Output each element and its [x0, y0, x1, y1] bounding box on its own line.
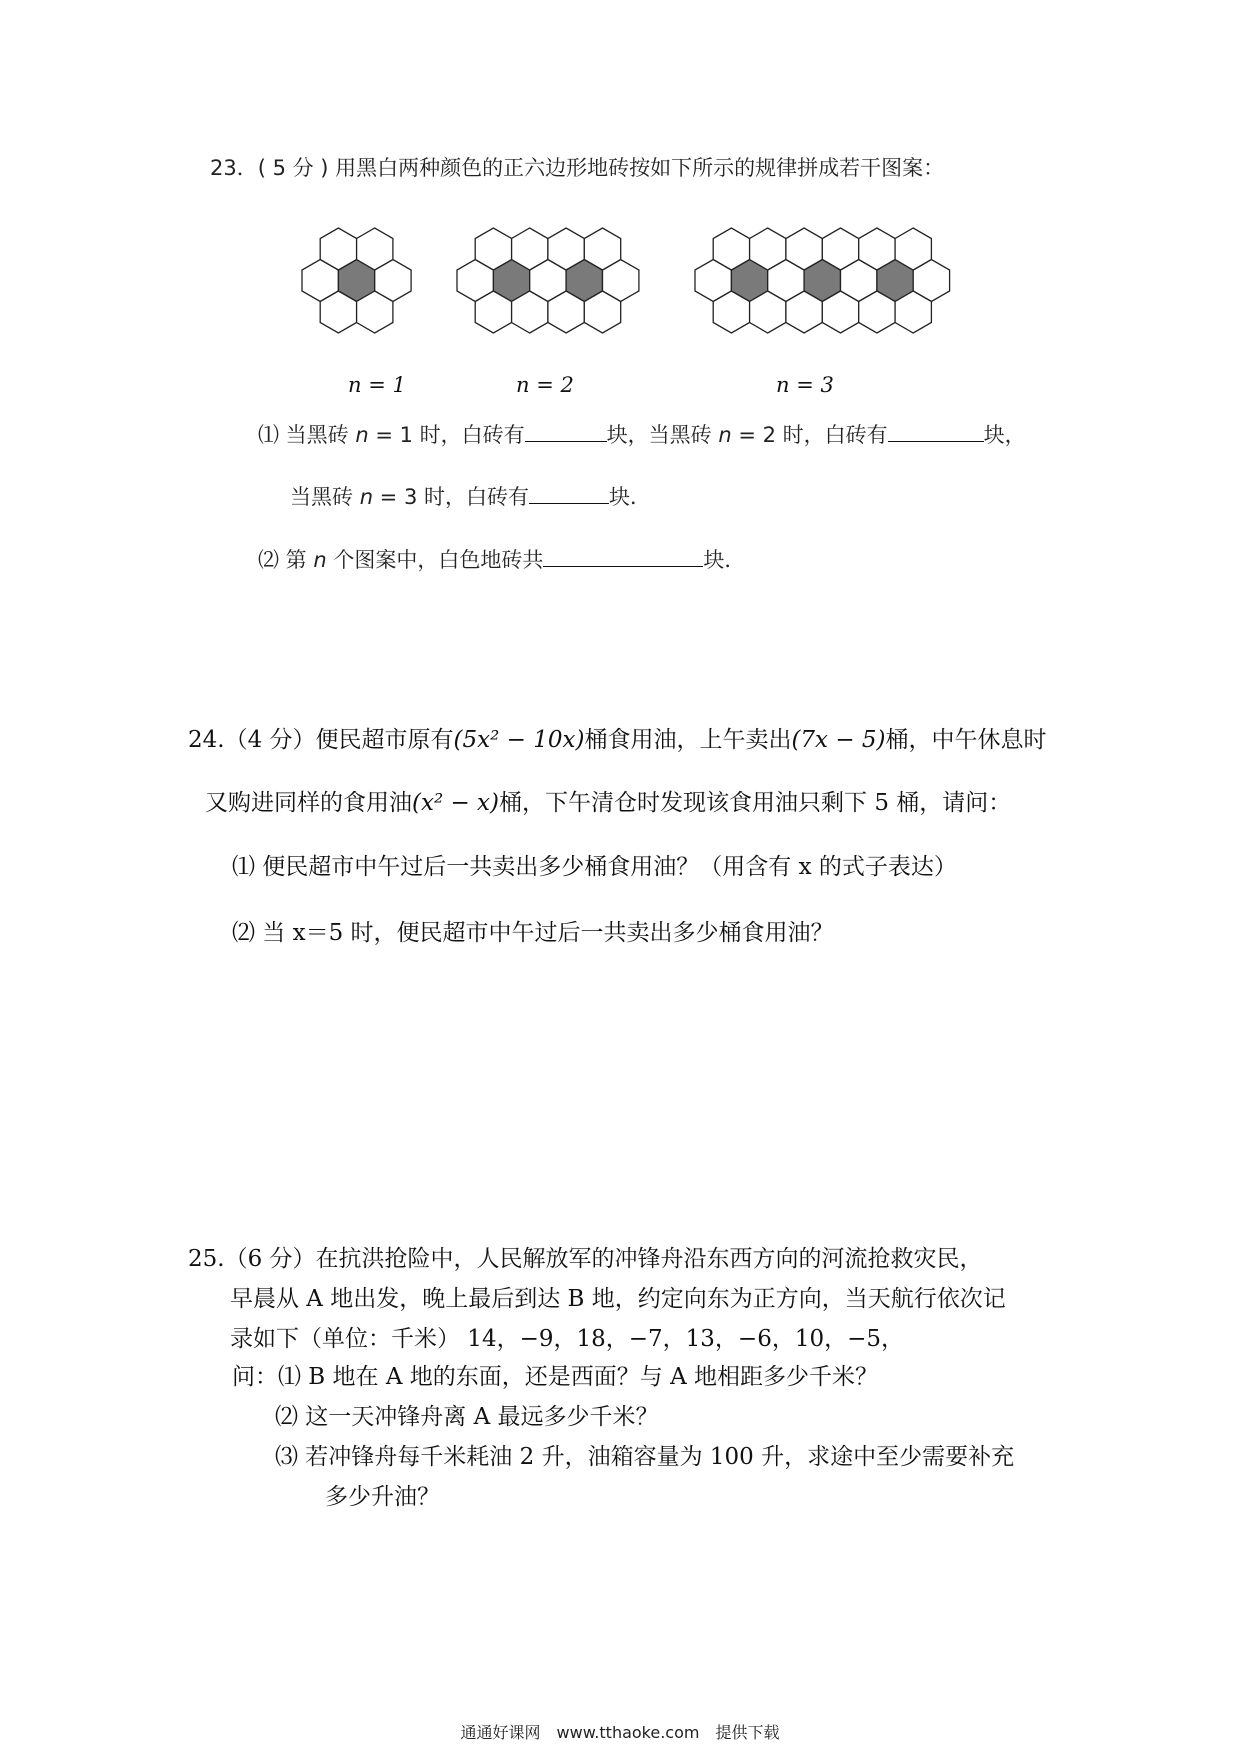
q24-line1: [188, 725, 1047, 755]
q25-question3-line2: 多少升油？: [325, 1484, 440, 1510]
caption-n1: n = 1: [348, 373, 406, 397]
answer-blank-n3[interactable]: [529, 483, 609, 504]
hex-pattern-n1: [300, 226, 450, 344]
q23-p1b-end: 块．: [608, 485, 651, 509]
q23-part2: [258, 545, 745, 575]
q23-p1b-prefix: 当黑砖: [290, 485, 360, 509]
var-n: n: [718, 423, 732, 447]
q23-part1-line1: [258, 420, 1026, 450]
q23-p1a-end: 块，: [983, 423, 1026, 447]
q25-question3-line1: ⑶ 若冲锋舟每千米耗油 2 升，油箱容量为 100 升，求途中至少需要补充: [275, 1444, 1015, 1470]
q23-p2-end: 块．: [703, 548, 746, 572]
caption-n3: n = 3: [776, 373, 834, 397]
hex-pattern-n3: [693, 226, 955, 344]
q23-p2-mid: 个图案中，白色地砖共: [326, 548, 544, 572]
var-n: n: [313, 548, 327, 572]
q23-p1a-mid3: = 2 时，白砖有: [731, 423, 888, 447]
q25-question2: ⑵ 这一天冲锋舟离 A 最远多少千米？: [275, 1404, 659, 1430]
q23-p1a-mid2: 块，当黑砖: [606, 423, 719, 447]
q24-part1: ⑴ 便民超市中午过后一共卖出多少桶食用油？（用含有 x 的式子表达）: [232, 854, 957, 880]
q24-expr1: (5x² − 10x): [453, 727, 585, 753]
answer-blank-n1[interactable]: [525, 421, 607, 442]
q24-part2: ⑵ 当 x＝5 时，便民超市中午过后一共卖出多少桶食用油？: [232, 920, 834, 946]
q24-line1-a: 24.（4 分）便民超市原有: [188, 727, 454, 753]
answer-blank-general[interactable]: [543, 546, 703, 567]
q25-line3: 录如下（单位：千米） 14，−9，18，−7，13，−6，10，−5，: [230, 1326, 904, 1352]
q23-part1-line2: [290, 482, 651, 512]
q23-header: 23．( 5 分 ) 用黑白两种颜色的正六边形地砖按如下所示的规律拼成若干图案：: [210, 156, 945, 180]
caption-n2: n = 2: [516, 373, 574, 397]
q24-line1-c: 桶，中午休息时: [885, 727, 1047, 753]
q24-expr2: (7x − 5): [791, 727, 886, 753]
q25-question1: 问：⑴ B 地在 A 地的东面，还是西面？与 A 地相距多少千米？: [232, 1364, 878, 1390]
q25-line1: 25.（6 分）在抗洪抢险中，人民解放军的冲锋舟沿东西方向的河流抢救灾民，: [188, 1246, 983, 1272]
q23-p1b-mid: = 3 时，白砖有: [373, 485, 529, 509]
q23-p2-prefix: ⑵ 第: [258, 548, 314, 572]
answer-blank-n2[interactable]: [888, 421, 984, 442]
q24-expr3: (x² − x): [412, 790, 500, 816]
q24-line2-a: 又购进同样的食用油: [205, 790, 412, 816]
q25-line2: 早晨从 A 地出发，晚上最后到达 B 地，约定向东为正方向，当天航行依次记: [230, 1286, 1006, 1312]
var-n: n: [355, 423, 369, 447]
q23-p1a-mid1: = 1 时，白砖有: [368, 423, 525, 447]
q24-line2: [205, 788, 1011, 818]
page-footer: 通通好课网 www.tthaoke.com 提供下载: [460, 1723, 780, 1742]
hex-pattern-n2: [455, 226, 660, 344]
q24-line2-b: 桶，下午清仓时发现该食用油只剩下 5 桶，请问：: [499, 790, 1012, 816]
var-n: n: [359, 485, 373, 509]
q23-p1a-prefix: ⑴ 当黑砖: [258, 423, 356, 447]
q24-line1-b: 桶食用油，上午卖出: [584, 727, 792, 753]
